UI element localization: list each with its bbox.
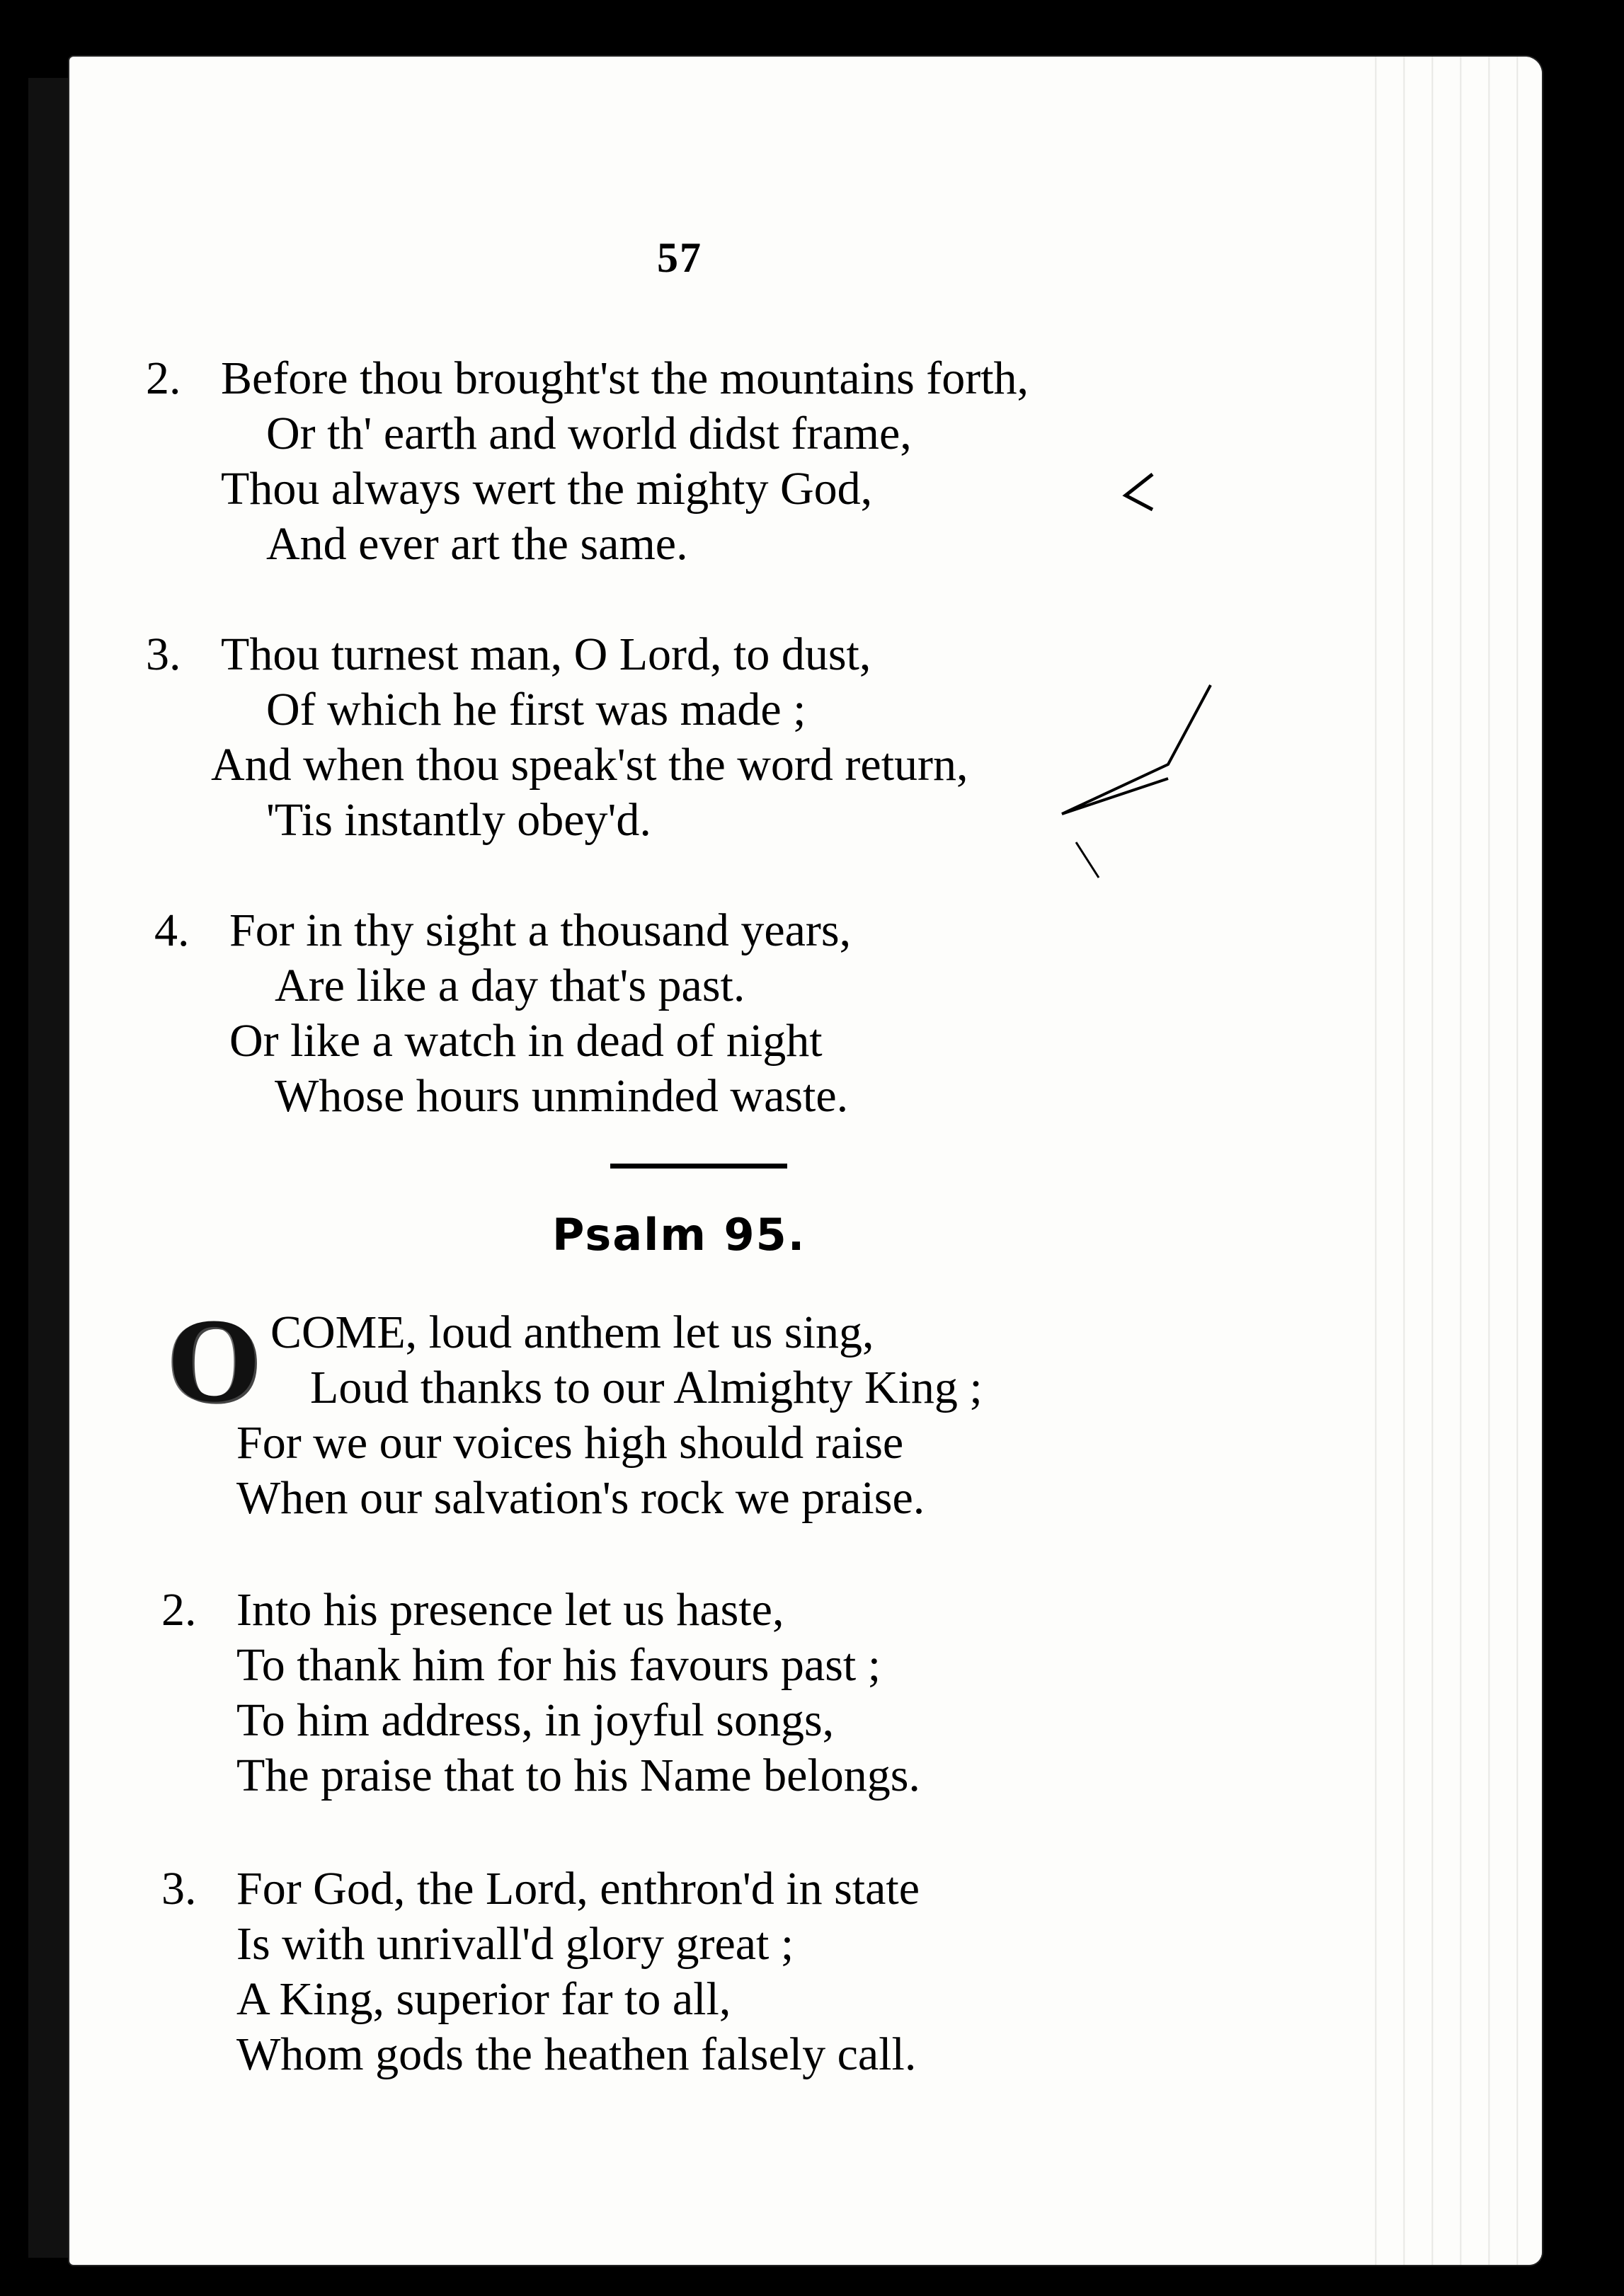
stanza-number: 3. — [146, 628, 181, 680]
verse-line: For we our voices high should raise — [236, 1417, 904, 1469]
section-divider — [610, 1164, 787, 1169]
verse-line: For God, the Lord, enthron'd in state — [236, 1863, 920, 1915]
verse-line: To thank him for his favours past ; — [236, 1639, 881, 1691]
verse-line: Into his presence let us haste, — [236, 1584, 784, 1636]
verse-line: COME, loud anthem let us sing, — [270, 1307, 874, 1358]
stanza-number: 4. — [154, 905, 190, 956]
book-spine — [28, 78, 72, 2258]
stanza-number: 3. — [161, 1863, 197, 1915]
verse-line: Is with unrivall'd glory great ; — [236, 1918, 794, 1970]
verse-line: Or th' earth and world didst frame, — [266, 408, 912, 459]
verse-line: A King, superior far to all, — [236, 1973, 731, 2025]
verse-line: Thou always wert the mighty God, — [221, 463, 873, 515]
verse-line: The praise that to his Name belongs. — [236, 1750, 920, 1801]
verse-line: When our salvation's rock we praise. — [236, 1472, 925, 1524]
verse-line: Whom gods the heathen falsely call. — [236, 2028, 917, 2080]
verse-line: 'Tis instantly obey'd. — [266, 794, 651, 846]
drop-cap: O — [167, 1294, 261, 1427]
verse-line: For in thy sight a thousand years, — [229, 905, 852, 956]
verse-line: To him address, in joyful songs, — [236, 1694, 835, 1746]
psalm-stanza-1 — [236, 1305, 983, 1526]
psalm-title: Psalm 95. — [552, 1209, 806, 1261]
verse-line: Thou turnest man, O Lord, to dust, — [221, 628, 871, 680]
stanza-3 — [146, 627, 968, 848]
verse-line: Of which he first was made ; — [266, 684, 806, 735]
verse-line: Are like a day that's past. — [275, 960, 745, 1011]
verse-line: Loud thanks to our Almighty King ; — [310, 1362, 983, 1413]
page-number: 57 — [657, 234, 702, 281]
verse-line: And when thou speak'st the word return, — [211, 739, 968, 791]
stanza-2 — [146, 351, 1029, 572]
verse-line: And ever art the same. — [266, 518, 688, 570]
verse-line: Whose hours unminded waste. — [275, 1070, 849, 1122]
psalm-stanza-2 — [161, 1583, 920, 1803]
stanza-number: 2. — [146, 352, 181, 404]
stanza-number: 2. — [161, 1584, 197, 1636]
verse-line: Or like a watch in dead of night — [229, 1015, 823, 1067]
verse-line: Before thou brought'st the mountains forth, — [221, 352, 1029, 404]
stanza-4 — [154, 903, 852, 1124]
psalm-stanza-3 — [161, 1861, 920, 2082]
page-edge-shading — [1365, 57, 1542, 2265]
